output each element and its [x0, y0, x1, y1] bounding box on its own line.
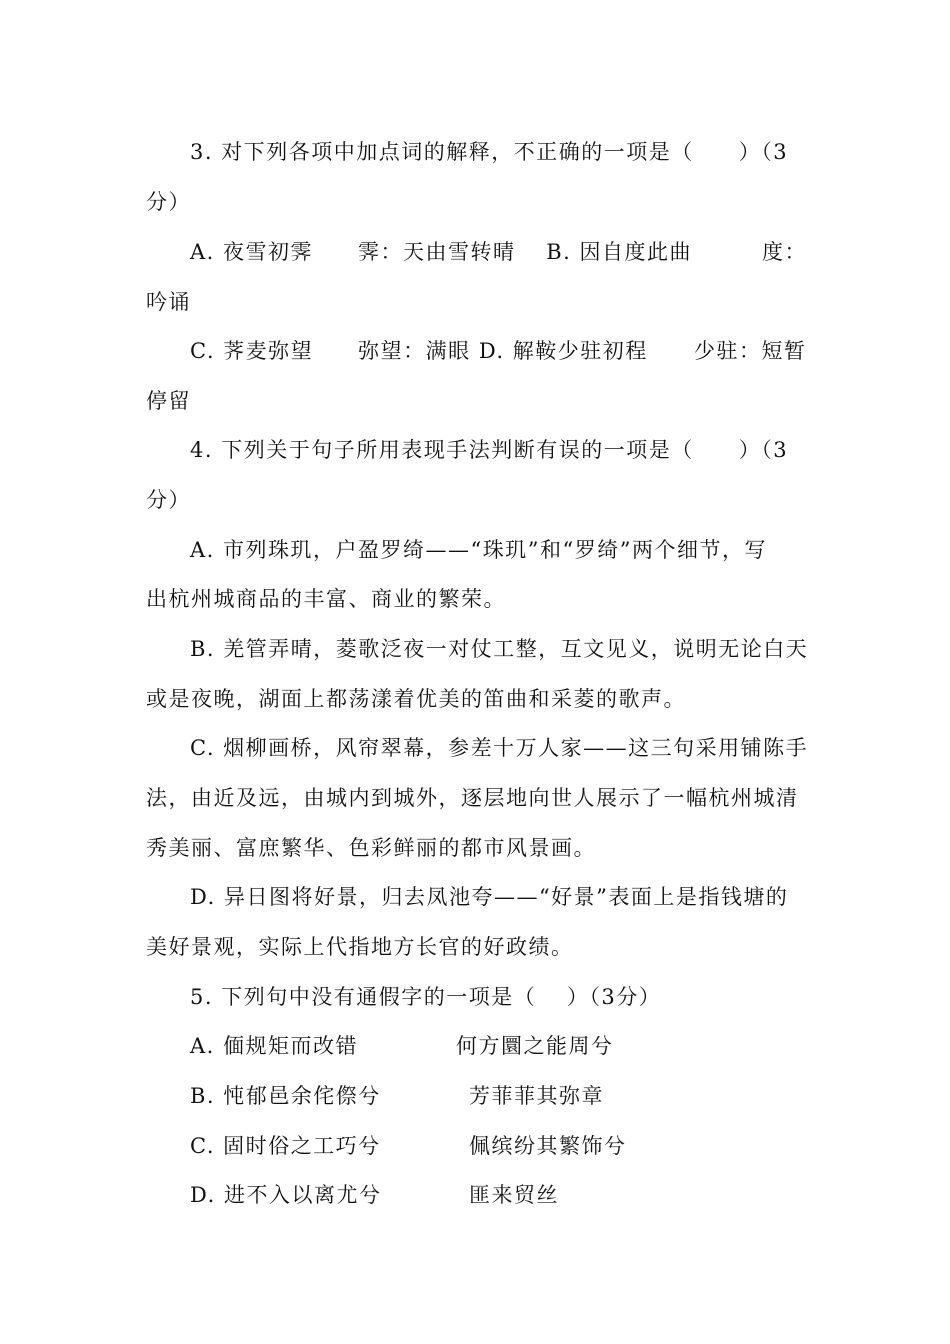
q4-option-d-line1: D. 异日图将好景，归去凤池夸——“好景”表面上是指钱塘的: [190, 885, 789, 909]
q3-option-ab-left: A. 夜雪初霁 霁：天由雪转晴 B. 因自度此曲: [190, 240, 692, 264]
q5-option-d-right: 匪来贸丝: [469, 1183, 559, 1207]
q4-option-a-line2: 出杭州城商品的丰富、商业的繁荣。: [146, 587, 506, 611]
q4-stem-line1: 4. 下列关于句子所用表现手法判断有误的一项是（ ）（3: [190, 438, 789, 462]
q5-option-d-left: D. 进不入以离尤兮: [190, 1183, 382, 1207]
q5-option-a-left: A. 偭规矩而改错: [190, 1034, 359, 1058]
q4-option-d-line2: 美好景观，实际上代指地方长官的好政绩。: [146, 935, 574, 959]
q3-stem-line1: [190, 137, 804, 167]
q4-option-c-line1: C. 烟柳画桥，风帘翠幕，参差十万人家——这三句采用铺陈手: [190, 736, 809, 760]
q3-stem-line2: 分）: [146, 190, 191, 214]
q3-option-b-gloss: 度：: [762, 240, 807, 264]
q3-option-ab-line2: 吟诵: [146, 290, 191, 314]
q3-option-cd-left: C. 荠麦弥望 弥望：满眼 D. 解鞍少驻初程: [190, 339, 648, 363]
q3-option-d-gloss: 少驻：短暂: [694, 339, 807, 363]
q4-stem-line2: 分）: [146, 488, 191, 512]
q5-option-c-right: 佩缤纷其繁饰兮: [469, 1134, 627, 1158]
q5-option-b-right: 芳菲菲其弥章: [469, 1084, 604, 1108]
q5-option-b-left: B. 忳郁邑余侘傺兮: [190, 1084, 381, 1108]
q4-option-c-line3: 秀美丽、富庶繁华、色彩鲜丽的都市风景画。: [146, 836, 596, 860]
q4-option-c-line2: 法，由近及远，由城内到城外，逐层地向世人展示了一幅杭州城清: [146, 786, 799, 810]
q5-option-a-right: 何方圜之能周兮: [456, 1034, 614, 1058]
q5-option-c-left: C. 固时俗之工巧兮: [190, 1134, 381, 1158]
q5-stem: 5. 下列句中没有通假字的一项是（ ）（3分）: [190, 985, 662, 1009]
q3-stem-text: 3. 对下列各项中加点词的解释，不正确的一项是（ ）（3: [190, 140, 789, 164]
q4-option-a-line1: A. 市列珠玑，户盈罗绮——“珠玑”和“罗绮”两个细节，写: [190, 538, 767, 562]
q3-option-cd-line2: 停留: [146, 389, 191, 413]
q4-option-b-line1: B. 羌管弄晴，菱歌泛夜一对仗工整，互文见义，说明无论白天: [190, 637, 809, 661]
q4-option-b-line2: 或是夜晚，湖面上都荡漾着优美的笛曲和采菱的歌声。: [146, 687, 686, 711]
